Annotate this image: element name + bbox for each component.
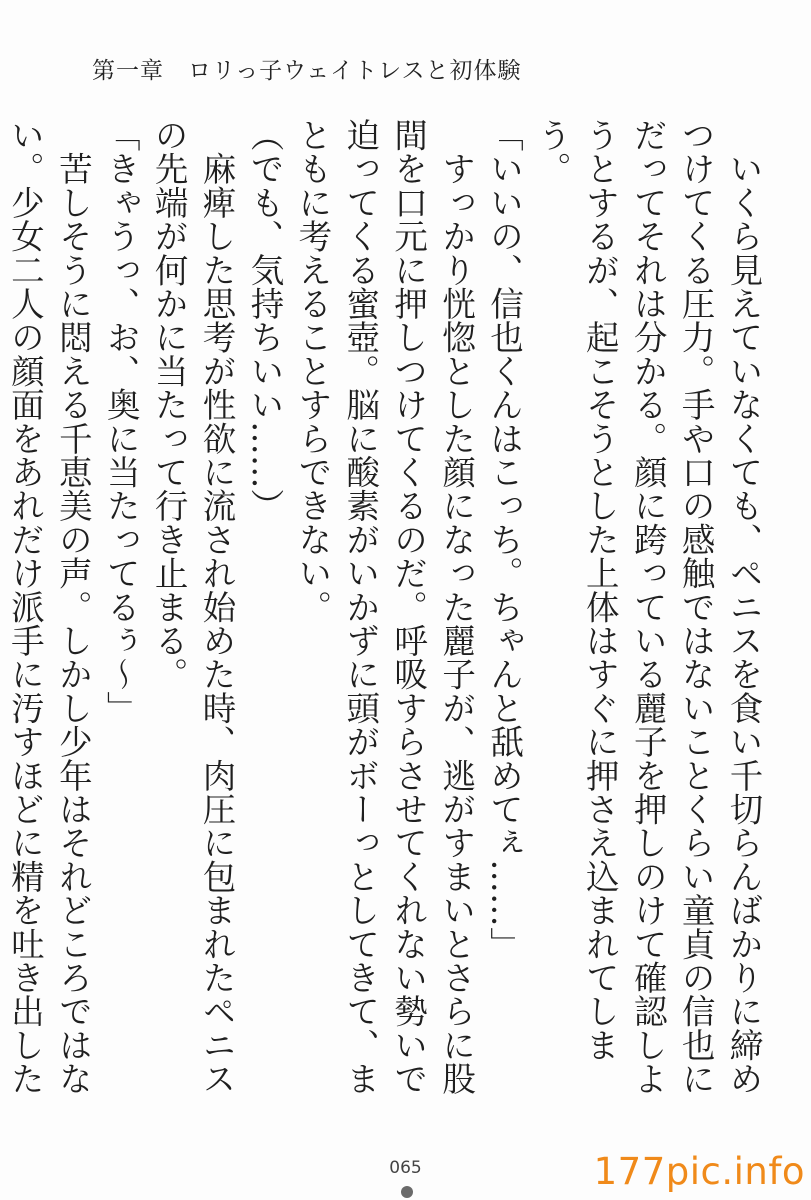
paragraph: いくら見えていなくても、ペニスを食い千切らんばかりに締めつけてくる圧力。手や口の感触ではないことくらい童貞の信也にだってそれは分かる。顔に跨っている麗子を押しのけて確認しようとするが、起こそうとした上体はすぐに押さえ込まれてしまう。	[532, 118, 763, 1096]
paragraph: 「いいの、信也くんはこっち。ちゃんと舐めてぇ……」	[484, 118, 524, 961]
paragraph: （でも、気持ちいい……）	[244, 118, 284, 523]
running-head: 第一章 ロリっ子ウェイトレスと初体験	[92, 58, 522, 84]
body-text	[5, 118, 767, 1128]
watermark: 177pic.info	[593, 1150, 805, 1193]
paragraph: 「きゃうっ、お、奥に当たってるぅ～」	[101, 118, 141, 725]
page-number: 065	[389, 1158, 422, 1178]
paragraph: すっかり恍惚とした顔になった麗子が、逃がすまいとさらに股間を口元に押しつけてくるのだ。呼吸すらさせてくれない勢いで迫ってくる蜜壺。脳に酸素がいかずに頭がボーっとしてきて、まともに考えることすらできない。	[292, 118, 476, 1096]
paragraph: 苦しそうに悶える千恵美の声。しかし少年はそれどころではない。少女二人の顔面をあれだけ派手に汚すほどに精を吐き出した	[5, 118, 93, 1096]
binding-hole	[401, 1186, 413, 1198]
paragraph: 麻痺した思考が性欲に流され始めた時、肉圧に包まれたペニスの先端が何かに当たって行き止まる。	[149, 118, 237, 1096]
